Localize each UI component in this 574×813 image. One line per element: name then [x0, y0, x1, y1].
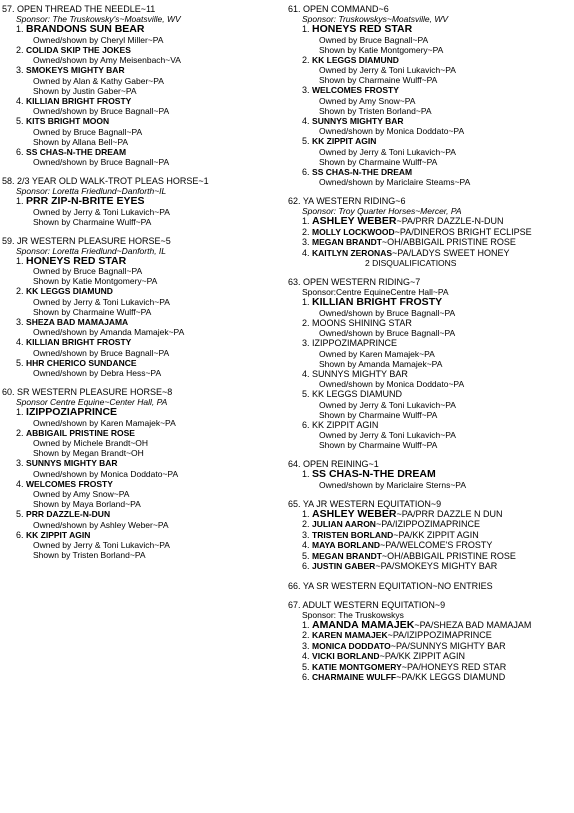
entry-name: KK LEGGS DIAMUND — [312, 389, 403, 399]
class-section — [2, 236, 285, 379]
place-number: 6. — [302, 672, 310, 682]
place-number: 4. — [302, 540, 310, 550]
placing-row — [288, 469, 572, 480]
entry-name: KITS BRIGHT MOON — [26, 116, 110, 126]
placing-row — [288, 551, 572, 562]
class-section — [288, 499, 572, 572]
owner-line: Owned by Bruce Bagnall~PA — [33, 126, 143, 137]
owner-line: Owned/shown by Debra Hess~PA — [33, 368, 162, 378]
owner-line: Owned by Jerry & Toni Lukavich~PA — [33, 296, 170, 307]
entry-name: KATIE MONTGOMERY — [312, 661, 402, 672]
place-number: 3. — [16, 458, 24, 468]
placing-row — [2, 256, 285, 267]
place-number: 2. — [302, 519, 310, 529]
place-number: 4. — [302, 247, 310, 258]
sponsor-line: Sponsor: Truskowskys~Moatsville, WV — [302, 14, 449, 24]
entry-detail: ~PA/SMOKEYS MIGHTY BAR — [375, 561, 498, 571]
placing-row — [288, 420, 572, 431]
placing-row — [288, 620, 572, 631]
placing-row — [2, 96, 285, 107]
entry-name: SS CHAS-N-THE DREAM — [312, 166, 413, 177]
place-number: 2. — [302, 54, 310, 65]
owner-line: Shown by Tristen Borland~PA — [319, 105, 432, 116]
placing-row — [288, 55, 572, 66]
entry-name: KILLIAN BRIGHT FROSTY — [26, 337, 132, 347]
placing-row — [288, 248, 572, 259]
place-number: 6. — [16, 529, 24, 540]
placing-row — [288, 167, 572, 178]
place-number: 5. — [16, 357, 24, 368]
placing-row — [288, 216, 572, 227]
owner-line: Shown by Charmaine Wulff~PA — [319, 156, 438, 167]
placing-row — [2, 45, 285, 56]
entry-detail: ~PA/SHEZA BAD MAMAJAM — [414, 619, 532, 630]
entry-name: MOLLY LOCKWOOD — [312, 226, 395, 237]
entry-name: SHEZA BAD MAMAJAMA — [26, 316, 129, 327]
class-section — [288, 600, 572, 683]
owner-line: Owned/shown by Cheryl Miller~PA — [33, 34, 164, 45]
owner-line: Owned by Bruce Bagnall~PA — [33, 266, 143, 276]
placing-row — [2, 479, 285, 490]
entry-name: KILLIAN BRIGHT FROSTY — [312, 296, 443, 308]
entry-name: HONEYS RED STAR — [312, 23, 413, 35]
sponsor-line: Sponsor Centre Equine~Center Hall, PA — [16, 397, 168, 407]
place-number: 1. — [16, 407, 24, 417]
place-number: 1. — [302, 24, 310, 34]
place-number: 5. — [302, 389, 310, 399]
placing-row — [2, 196, 285, 207]
placing-row — [2, 65, 285, 76]
owner-line: Owned/shown by Monica Doddato~PA — [33, 468, 179, 479]
sponsor-line: Sponsor: Troy Quarter Horses~Mercer, PA — [302, 206, 462, 216]
place-number: 2. — [302, 317, 310, 328]
place-number: 4. — [302, 368, 310, 379]
owner-line: Owned by Jerry & Toni Lukavich~PA — [319, 399, 456, 410]
entry-detail: ~OH/ABBIGAIL PRISTINE ROSE — [381, 550, 516, 561]
entry-name: MOONS SHINING STAR — [312, 317, 412, 328]
placing-row — [2, 358, 285, 369]
place-number: 3. — [302, 640, 310, 651]
owner-line: Owned/shown by Bruce Bagnall~PA — [33, 106, 170, 116]
place-number: 3. — [16, 316, 24, 327]
entry-name: MONICA DODDATO — [312, 640, 391, 651]
owner-line: Shown by Maya Borland~PA — [33, 499, 141, 509]
owner-line: Owned/shown by Amanda Mamajek~PA — [33, 327, 185, 337]
owner-line: Owned by Amy Snow~PA — [319, 95, 416, 106]
class-section — [288, 277, 572, 450]
entry-name: KK ZIPPIT AGIN — [26, 529, 91, 540]
place-number: 4. — [16, 95, 24, 106]
place-number: 3. — [302, 529, 310, 540]
place-number: 4. — [302, 651, 310, 661]
class-section — [2, 176, 285, 227]
entry-name: PRR DAZZLE-N-DUN — [26, 509, 111, 519]
place-number: 2. — [16, 44, 24, 55]
class-section — [288, 4, 572, 187]
owner-line: Owned/shown by Bruce Bagnall~PA — [319, 328, 456, 338]
owner-line: Shown by Tristen Borland~PA — [33, 550, 146, 560]
owner-line: Shown by Amanda Mamajek~PA — [319, 358, 443, 369]
class-title: 63. OPEN WESTERN RIDING~7 — [288, 277, 421, 287]
entry-name: MEGAN BRANDT — [312, 237, 382, 247]
placing-row — [2, 116, 285, 127]
entry-name: ASHLEY WEBER — [312, 507, 397, 520]
class-title: 58. 2/3 YEAR OLD WALK-TROT PLEAS HORSE~1 — [2, 176, 209, 186]
place-number: 5. — [302, 550, 310, 561]
place-number: 1. — [302, 619, 310, 630]
owner-line: Shown by Justin Gaber~PA — [33, 85, 137, 96]
entry-name: IZIPPOZIMAPRINCE — [312, 338, 398, 348]
owner-line: Owned by Jerry & Toni Lukavich~PA — [319, 146, 456, 157]
placing-row — [288, 540, 572, 551]
entry-name: COLIDA SKIP THE JOKES — [26, 44, 131, 55]
entry-name: KK ZIPPIT AGIN — [312, 419, 379, 430]
entry-detail: ~PA/PRR DAZZLE-N-DUN — [396, 216, 504, 226]
entry-name: KILLIAN BRIGHT FROSTY — [26, 95, 132, 106]
sponsor-line: Sponsor: The Truskowsky's~Moatsville, WV — [16, 14, 181, 24]
entry-name: AMANDA MAMAJEK — [312, 618, 415, 631]
place-number: 2. — [302, 630, 310, 640]
entry-name: BRANDONS SUN BEAR — [26, 23, 145, 35]
place-number: 6. — [302, 561, 310, 571]
placing-row — [288, 237, 572, 248]
placing-row — [288, 641, 572, 652]
placing-row — [2, 24, 285, 35]
owner-line: Shown by Charmaine Wulff~PA — [33, 306, 152, 317]
place-number: 1. — [302, 469, 310, 479]
place-number: 5. — [16, 116, 24, 126]
owner-line: Owned/shown by Amy Meisenbach~VA — [33, 55, 181, 65]
right-column — [288, 4, 572, 692]
place-number: 3. — [302, 85, 310, 95]
entry-detail: ~PA/WELCOME'S FROSTY — [380, 540, 493, 550]
entry-name: KK LEGGS DIAMUND — [312, 54, 399, 65]
class-title: 64. OPEN REINING~1 — [288, 459, 379, 469]
place-number: 3. — [302, 338, 310, 348]
entry-name: HONEYS RED STAR — [26, 254, 127, 267]
placing-row — [288, 630, 572, 641]
entry-detail: ~PA/HONEYS RED STAR — [401, 661, 507, 672]
entry-detail: ~PA/IZIPPOZIMAPRINCE — [375, 519, 481, 529]
owner-line: Owned/shown by Monica Doddato~PA — [319, 126, 465, 136]
placing-row — [2, 317, 285, 328]
place-number: 4. — [16, 478, 24, 489]
class-title: 61. OPEN COMMAND~6 — [288, 4, 389, 14]
owner-line: Owned/shown by Bruce Bagnall~PA — [33, 157, 170, 167]
class-title: 66. YA SR WESTERN EQUITATION~NO ENTRIES — [288, 580, 493, 591]
entry-name: MEGAN BRANDT — [312, 550, 382, 561]
placing-row — [288, 116, 572, 127]
owner-line: Owned/shown by Bruce Bagnall~PA — [33, 347, 170, 358]
placing-row — [288, 561, 572, 572]
entry-detail: ~OH/ABBIGAIL PRISTINE ROSE — [381, 237, 516, 247]
owner-line: Shown by Charmaine Wulff~PA — [319, 75, 438, 85]
entry-detail: ~PA/IZIPPOZIMAPRINCE — [387, 630, 492, 640]
place-number: 1. — [302, 297, 310, 307]
owner-line: Owned by Jerry & Toni Lukavich~PA — [319, 430, 456, 440]
sponsor-line: Sponsor: The Truskowskys — [302, 609, 404, 620]
owner-line: Owned by Karen Mamajek~PA — [319, 348, 435, 359]
entry-name: KK ZIPPIT AGIN — [312, 136, 377, 146]
owner-line: Owned by Jerry & Toni Lukavich~PA — [33, 206, 170, 217]
entry-name: WELCOMES FROSTY — [26, 478, 113, 489]
sponsor-line: Sponsor: Loretta Friedlund~Danforth~IL — [16, 186, 167, 196]
class-section — [2, 387, 285, 560]
place-number: 5. — [302, 136, 310, 146]
place-number: 5. — [302, 661, 310, 672]
owner-line: Shown by Charmaine Wulff~PA — [319, 440, 438, 450]
placing-row — [288, 369, 572, 380]
placing-row — [2, 428, 285, 439]
place-number: 4. — [302, 115, 310, 126]
owner-line: Owned by Jerry & Toni Lukavich~PA — [33, 540, 170, 550]
entry-detail: ~PA/SUNNYS MIGHTY BAR — [390, 640, 506, 651]
placing-row — [288, 318, 572, 329]
placing-row — [2, 286, 285, 297]
entry-name: ASHLEY WEBER — [312, 215, 397, 227]
owner-line: Shown by Charmaine Wulff~PA — [319, 409, 438, 420]
place-number: 1. — [302, 216, 310, 226]
placing-row — [2, 458, 285, 469]
owner-line: Owned by Bruce Bagnall~PA — [319, 34, 429, 45]
class-section — [2, 4, 285, 167]
entry-name: CHARMAINE WULFF — [312, 672, 397, 682]
owner-line: Owned by Jerry & Toni Lukavich~PA — [319, 65, 456, 75]
entry-name: JULIAN AARON — [312, 519, 376, 529]
place-number: 2. — [16, 286, 24, 296]
placing-row — [288, 85, 572, 96]
class-section — [288, 581, 572, 591]
entry-detail: ~PA/PRR DAZZLE N DUN — [396, 508, 503, 519]
entry-name: SUNNYS MIGHTY BAR — [26, 458, 118, 468]
place-number: 4. — [16, 337, 24, 347]
placing-row — [288, 530, 572, 541]
owner-line: Owned/shown by Karen Mamajek~PA — [33, 417, 176, 428]
placing-row — [288, 651, 572, 662]
placing-row — [288, 509, 572, 520]
entry-name: WELCOMES FROSTY — [312, 85, 399, 95]
owner-line: Shown by Katie Montgomery~PA — [319, 44, 444, 55]
entry-name: VICKI BORLAND — [312, 651, 380, 661]
entry-name: KAREN MAMAJEK — [312, 630, 388, 640]
class-section — [288, 196, 572, 268]
place-number: 2. — [302, 226, 310, 237]
placing-row — [288, 519, 572, 530]
placing-row — [288, 297, 572, 308]
entry-name: KK LEGGS DIAMUND — [26, 286, 113, 296]
entry-name: SMOKEYS MIGHTY BAR — [26, 65, 125, 75]
owner-line: Owned/shown by Ashley Weber~PA — [33, 519, 169, 530]
place-number: 1. — [16, 24, 24, 34]
owner-line: Shown by Allana Bell~PA — [33, 136, 129, 147]
class-note: 2 DISQUALIFICATIONS — [365, 258, 457, 268]
entry-name: PRR ZIP-N-BRITE EYES — [26, 195, 145, 207]
owner-line: Owned/shown by Mariclaire Steams~PA — [319, 177, 471, 187]
place-number: 1. — [16, 196, 24, 206]
entry-name: SS CHAS-N-THE DREAM — [26, 146, 127, 157]
place-number: 6. — [302, 419, 310, 430]
placing-row — [288, 24, 572, 35]
sponsor-line: Sponsor: Loretta Friedlund~Danforth, IL — [16, 245, 167, 256]
left-column — [2, 4, 285, 569]
class-section — [288, 459, 572, 490]
entry-name: MAYA BORLAND — [312, 540, 381, 550]
placing-row — [2, 147, 285, 158]
class-title: 65. YA JR WESTERN EQUITATION~9 — [288, 498, 442, 509]
placing-row — [2, 337, 285, 348]
placing-row — [2, 509, 285, 520]
place-number: 2. — [16, 427, 24, 438]
place-number: 6. — [302, 166, 310, 177]
placing-row — [288, 672, 572, 683]
owner-line: Owned/shown by Mariclaire Sterns~PA — [319, 479, 467, 490]
placing-row — [288, 227, 572, 238]
placing-row — [288, 662, 572, 673]
class-title: 62. YA WESTERN RIDING~6 — [288, 196, 406, 206]
entry-detail: ~PA/KK LEGGS DIAMUND — [396, 672, 506, 682]
class-title: 59. JR WESTERN PLEASURE HORSE~5 — [2, 235, 171, 246]
owner-line: Owned by Amy Snow~PA — [33, 489, 130, 499]
placing-row — [2, 407, 285, 418]
placing-row — [2, 530, 285, 541]
entry-name: HHR CHERICO SUNDANCE — [26, 357, 137, 368]
place-number: 1. — [302, 508, 310, 519]
entry-name: SUNNYS MIGHTY BAR — [312, 368, 408, 379]
placing-row — [288, 136, 572, 147]
owner-line: Shown by Katie Montgomery~PA — [33, 276, 158, 286]
entry-detail: ~PA/KK ZIPPIT AGIN — [393, 529, 479, 540]
owner-line: Owned/shown by Bruce Bagnall~PA — [319, 307, 456, 318]
entry-name: SS CHAS-N-THE DREAM — [312, 468, 436, 480]
entry-name: TRISTEN BORLAND — [312, 529, 394, 540]
place-number: 3. — [302, 237, 310, 247]
entry-name: JUSTIN GABER — [312, 561, 376, 571]
place-number: 5. — [16, 509, 24, 519]
entry-name: IZIPPOZIAPRINCE — [26, 406, 118, 418]
entry-detail: ~PA/DINEROS BRIGHT ECLIPSE — [394, 226, 532, 237]
entry-detail: ~PA/LADYS SWEET HONEY — [392, 247, 510, 258]
owner-line: Shown by Charmaine Wulff~PA — [33, 216, 152, 227]
class-title: 67. ADULT WESTERN EQUITATION~9 — [288, 599, 446, 610]
place-number: 1. — [16, 255, 24, 266]
owner-line: Owned/shown by Monica Doddato~PA — [319, 379, 465, 389]
class-title: 57. OPEN THREAD THE NEEDLE~11 — [2, 4, 156, 14]
place-number: 6. — [16, 146, 24, 157]
entry-name: SUNNYS MIGHTY BAR — [312, 115, 404, 126]
owner-line: Owned by Alan & Kathy Gaber~PA — [33, 75, 164, 86]
owner-line: Owned by Michele Brandt~OH — [33, 438, 149, 448]
owner-line: Shown by Megan Brandt~OH — [33, 448, 144, 458]
place-number: 3. — [16, 65, 24, 75]
class-title: 60. SR WESTERN PLEASURE HORSE~8 — [2, 387, 173, 397]
placing-row — [288, 389, 572, 400]
entry-name: ABBIGAIL PRISTINE ROSE — [26, 427, 135, 438]
sponsor-line: Sponsor:Centre EquineCentre Hall~PA — [302, 287, 449, 297]
entry-detail: ~PA/KK ZIPPIT AGIN — [379, 651, 466, 661]
placing-row — [288, 338, 572, 349]
entry-name: KAITLYN ZERONAS — [312, 247, 393, 258]
